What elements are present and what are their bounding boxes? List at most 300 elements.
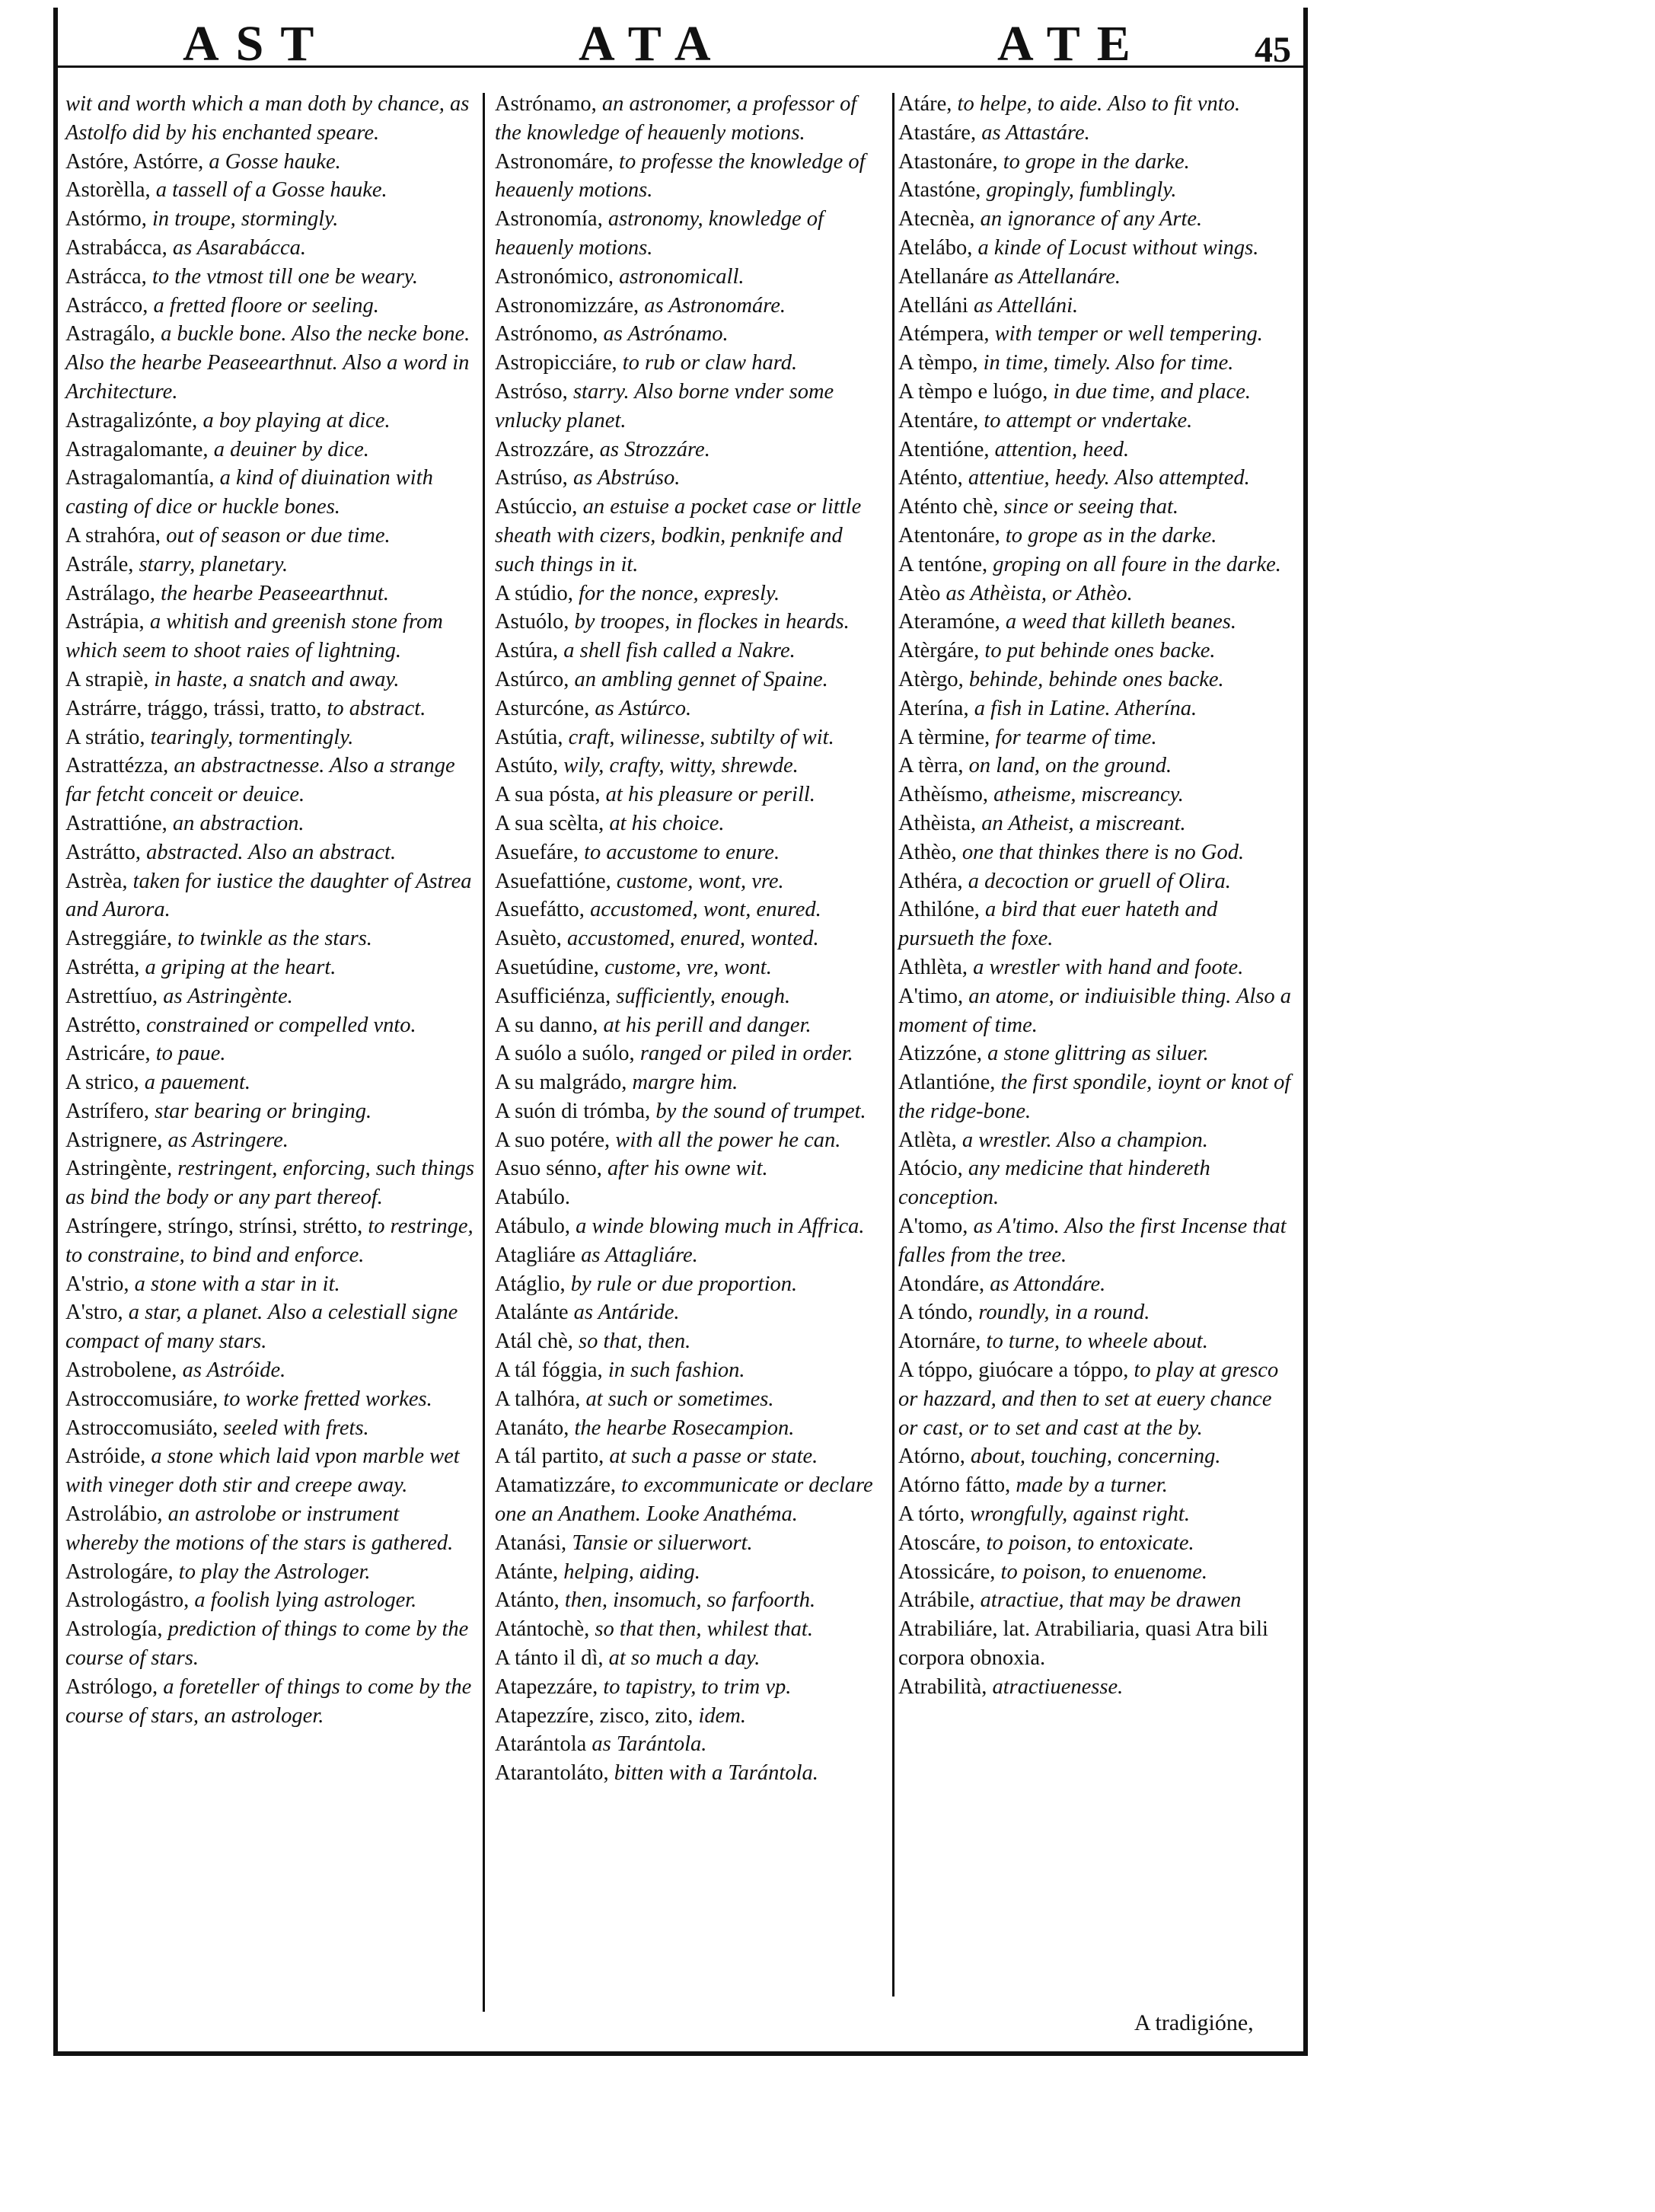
headword: A tánto il dì, (495, 1646, 604, 1671)
definition: to turne, to wheele about. (986, 1329, 1208, 1354)
headword: A tèmpo e luógo, (898, 379, 1048, 404)
headword: Astrónamo, (495, 92, 597, 116)
definition: since or seeing that. (1003, 495, 1179, 519)
dictionary-entry (495, 1414, 885, 1443)
dictionary-entry (495, 349, 885, 378)
dictionary-entry (65, 838, 477, 867)
definition: in such fashion. (607, 1358, 745, 1383)
definition: craft, wilinesse, subtilty of wit. (568, 725, 834, 749)
headword: Atecnèa, (898, 207, 975, 231)
headword: A tóppo, giuócare a tóppo, (898, 1358, 1129, 1383)
dictionary-entry (898, 752, 1294, 780)
headword: Atáre, (898, 92, 952, 116)
dictionary-entry (495, 666, 885, 694)
dictionary-entry (898, 1615, 1294, 1673)
definition: ranged or piled in order. (639, 1042, 853, 1066)
column-1 (65, 90, 477, 1730)
definition: to excommunicate or declare one an Anathem. Looke Anathéma. (495, 1473, 873, 1527)
dictionary-entry (495, 809, 885, 838)
dictionary-entry (898, 1270, 1294, 1299)
headword: Astrología, (65, 1617, 163, 1642)
definition: a bird that euer hateth and pursueth the foxe. (898, 898, 1218, 951)
definition: as Astrónamo. (603, 322, 729, 346)
definition: as Astringènte. (163, 984, 293, 1008)
headword: A su danno, (495, 1013, 598, 1037)
headword: A tèmpo, (898, 351, 978, 375)
dictionary-entry (65, 694, 477, 723)
dictionary-entry (495, 1673, 885, 1702)
headword: A strapiè, (65, 667, 149, 691)
definition: a wrestler. Also a champion. (961, 1128, 1208, 1152)
dictionary-entry (898, 637, 1294, 666)
definition: groping on all foure in the darke. (993, 552, 1281, 576)
dictionary-entry (898, 608, 1294, 637)
bottom-border-rule (53, 2051, 1308, 2056)
definition: in due time, and place. (1053, 379, 1252, 404)
definition: to grope in the darke. (1003, 149, 1190, 174)
definition: as Astúrco. (595, 696, 692, 720)
dictionary-entry (65, 292, 477, 321)
headword: A strahóra, (65, 523, 161, 547)
definition: at his perill and danger. (603, 1013, 812, 1037)
headword: Astrácco, (65, 293, 148, 318)
headword: Astúra, (495, 639, 559, 663)
headword: Athèista, (898, 811, 977, 835)
definition: as Astróide. (182, 1358, 286, 1383)
headword: Asuèto, (495, 927, 562, 951)
dictionary-entry (65, 809, 477, 838)
dictionary-entry (898, 1327, 1294, 1356)
headword: Astroccomusiáre, (65, 1387, 218, 1411)
definition: wrongfully, against right. (970, 1502, 1190, 1527)
definition: a star, a planet. Also a celestiall signe compact of many stars. (65, 1301, 458, 1354)
headword: Astrétto, (65, 1013, 141, 1037)
definition: to the vtmost till one be weary. (151, 264, 419, 289)
dictionary-entry (65, 90, 477, 148)
headword: Astropicciáre, (495, 351, 617, 375)
headword: Astrettíuo, (65, 984, 158, 1008)
headword: Astricáre, (65, 1042, 151, 1066)
dictionary-entry (65, 436, 477, 464)
dictionary-entry (898, 1558, 1294, 1587)
dictionary-entry (65, 1586, 477, 1615)
dictionary-entry (495, 1126, 885, 1155)
dictionary-entry (65, 1154, 477, 1212)
definition: a griping at the heart. (145, 955, 336, 979)
headword: Atórno, (898, 1444, 965, 1469)
definition: prediction of things to come by the course of stars. (65, 1617, 469, 1671)
definition: custome, vre, wont. (604, 955, 772, 979)
headword: Atellanáre (898, 264, 989, 289)
definition: to grope as in the darke. (1005, 523, 1217, 547)
dictionary-entry (65, 579, 477, 608)
dictionary-entry (495, 1356, 885, 1385)
definition: a deuiner by dice. (213, 437, 369, 461)
headword: Asuo sénno, (495, 1157, 602, 1181)
definition: as Athèista, or Athèo. (945, 581, 1133, 605)
definition: behinde, behinde ones backe. (968, 667, 1224, 691)
dictionary-entry (65, 464, 477, 522)
dictionary-entry (65, 1212, 477, 1270)
dictionary-entry (495, 1529, 885, 1558)
definition: so that then, whilest that. (595, 1617, 813, 1642)
headword: Astrúso, (495, 466, 568, 490)
dictionary-entry (898, 407, 1294, 436)
definition: Tansie or siluerwort. (572, 1531, 753, 1555)
dictionary-entry (495, 1241, 885, 1270)
headword: Athéra, (898, 869, 963, 893)
right-border-rule (1303, 8, 1308, 2056)
dictionary-entry (495, 436, 885, 464)
headword: Atentáre, (898, 408, 979, 433)
headword: A suón di trómba, (495, 1099, 651, 1123)
headword: Astrobolene, (65, 1358, 177, 1383)
definition: starry. Also borne vnder some vnlucky planet. (495, 379, 834, 433)
dictionary-entry (65, 1011, 477, 1040)
headword: Athèo, (898, 840, 957, 864)
headword: Astrèa, (65, 869, 128, 893)
headword: Astrónomo, (495, 322, 598, 346)
dictionary-entry (898, 263, 1294, 292)
dictionary-entry (898, 292, 1294, 321)
headword: Atlantióne, (898, 1071, 996, 1095)
dictionary-entry (65, 752, 477, 809)
dictionary-entry (65, 867, 477, 925)
headword: Atelábo, (898, 235, 973, 260)
running-head-center: ATA (579, 16, 728, 72)
headword: Aterína, (898, 696, 969, 720)
dictionary-entry (495, 694, 885, 723)
dictionary-entry (65, 1442, 477, 1500)
definition: star bearing or bringing. (155, 1099, 372, 1123)
dictionary-entry (65, 666, 477, 694)
dictionary-entry (495, 1644, 885, 1673)
running-head-left: AST (183, 16, 331, 72)
headword: A talhóra, (495, 1387, 581, 1411)
headword: Astragálo, (65, 322, 155, 346)
headword: Atentióne, (898, 437, 990, 461)
dictionary-entry (495, 1212, 885, 1241)
definition: with all the power he can. (615, 1128, 841, 1152)
definition: bitten with a Tarántola. (614, 1761, 818, 1786)
definition: the hearbe Peaseearthnut. (161, 581, 390, 605)
definition: to play at gresco or hazzard, and then to set at euery chance or cast, or to set and cast at the by. (898, 1358, 1279, 1440)
dictionary-entry (65, 608, 477, 666)
headword: A tèrmine, (898, 725, 990, 749)
headword: Atanáto, (495, 1416, 569, 1440)
dictionary-entry (898, 205, 1294, 234)
dictionary-entry (65, 551, 477, 579)
headword: Astuólo, (495, 610, 569, 634)
headword: A'stro, (65, 1301, 123, 1325)
definition: as Attondáre. (990, 1272, 1106, 1296)
headword: Astragalomantía, (65, 466, 215, 490)
dictionary-entry (495, 205, 885, 263)
dictionary-entry (495, 982, 885, 1011)
definition: taken for iustice the daughter of Astrea and Aurora. (65, 869, 472, 922)
dictionary-entry (898, 378, 1294, 407)
headword: Astrápia, (65, 610, 145, 634)
dictionary-entry (65, 148, 477, 177)
headword: Astríngere, stríngo, strínsi, strétto, (65, 1215, 363, 1239)
dictionary-entry (495, 292, 885, 321)
definition: after his owne wit. (607, 1157, 768, 1181)
dictionary-entry (898, 895, 1294, 953)
definition: by troopes, in flockes in heards. (574, 610, 850, 634)
definition: a stone which laid vpon marble wet with vineger doth stir and creepe away. (65, 1444, 460, 1498)
headword: Astronomizzáre, (495, 293, 639, 318)
definition: at his choice. (609, 811, 725, 835)
definition: as Attagliáre. (581, 1243, 698, 1267)
definition: a kind of diuination with casting of dice or huckle bones. (65, 466, 433, 519)
headword: Astútia, (495, 725, 563, 749)
definition: an astrolobe or instrument whereby the motions of the stars is gathered. (65, 1502, 454, 1555)
headword: Asuefáre, (495, 840, 579, 864)
dictionary-entry (65, 320, 477, 406)
dictionary-entry (495, 1183, 885, 1212)
definition: to put behinde ones backe. (984, 639, 1216, 663)
definition: to poison, to enuenome. (1000, 1559, 1208, 1584)
headword: Astrozzáre, (495, 437, 595, 461)
dictionary-entry (495, 263, 885, 292)
definition: abstracted. Also an abstract. (146, 840, 397, 864)
dictionary-entry (495, 1730, 885, 1759)
definition: a tassell of a Gosse hauke. (155, 178, 387, 203)
dictionary-entry (65, 522, 477, 551)
headword: Athèísmo, (898, 783, 988, 807)
headword: Astroccomusiáto, (65, 1416, 218, 1440)
definition: a whitish and greenish stone from which seem to shoot raies of lightning. (65, 610, 443, 663)
headword: Atlèta, (898, 1128, 957, 1152)
headword: Astragalomante, (65, 437, 209, 461)
dictionary-entry (495, 953, 885, 982)
dictionary-entry (495, 1327, 885, 1356)
definition: as Abstrúso. (572, 466, 681, 490)
headword: A suo potére, (495, 1128, 611, 1152)
definition: an ignorance of any Arte. (980, 207, 1203, 231)
headword: Atizzóne, (898, 1042, 982, 1066)
running-head-right: ATE (997, 16, 1147, 72)
definition: the first spondile, ioynt or knot of the ridge-bone. (898, 1071, 1291, 1123)
dictionary-entry (898, 551, 1294, 579)
definition: a fish in Latine. Atherína. (974, 696, 1197, 720)
dictionary-entry (65, 176, 477, 205)
dictionary-entry (898, 1126, 1294, 1155)
headword: Atrabilità, (898, 1674, 987, 1699)
headword: Astronómico, (495, 264, 614, 289)
dictionary-entry (495, 493, 885, 579)
definition: to restringe, to constraine, to bind and enforce. (65, 1215, 474, 1267)
definition: to worke fretted workes. (223, 1387, 432, 1411)
definition: an abstraction. (172, 811, 305, 835)
dictionary-entry (898, 90, 1294, 119)
dictionary-entry (898, 1298, 1294, 1327)
definition: custome, wont, vre. (616, 869, 784, 893)
definition: starry, planetary. (139, 552, 289, 576)
definition: an ambling gennet of Spaine. (574, 667, 828, 691)
dictionary-entry (65, 723, 477, 752)
dictionary-entry (65, 924, 477, 953)
dictionary-entry (898, 838, 1294, 867)
definition: to abstract. (327, 696, 426, 720)
headword: Atornáre, (898, 1329, 981, 1354)
headword: Atamatizzáre, (495, 1473, 617, 1498)
dictionary-entry (898, 723, 1294, 752)
headword: Atalánte (495, 1301, 569, 1325)
definition: atractiuenesse. (992, 1674, 1124, 1699)
headword: Atrabiliáre, lat. Atrabiliaria, quasi Atra bili corpora obnoxia. (898, 1617, 1268, 1671)
dictionary-entry (898, 1212, 1294, 1270)
dictionary-entry (65, 982, 477, 1011)
headword: Astrattézza, (65, 754, 169, 778)
definition: to helpe, to aide. Also to fit vnto. (957, 92, 1241, 116)
page-number: 45 (1255, 30, 1291, 70)
dictionary-entry (495, 608, 885, 637)
dictionary-entry (898, 1673, 1294, 1702)
dictionary-entry (898, 349, 1294, 378)
dictionary-entry (495, 1586, 885, 1615)
definition: gropingly, fumblingly. (986, 178, 1177, 203)
dictionary-entry (65, 234, 477, 263)
definition: a stone glittring as siluer. (987, 1042, 1209, 1066)
dictionary-entry (65, 1039, 477, 1068)
definition: a fretted floore or seeling. (153, 293, 379, 318)
headword: Atórno fátto, (898, 1473, 1011, 1498)
headword: Asufficiénza, (495, 984, 611, 1008)
headword: Atèo (898, 581, 941, 605)
definition: an atome, or indiuisible thing. Also a moment of time. (898, 984, 1292, 1037)
definition: as Astringere. (167, 1128, 289, 1152)
headword: Astróide, (65, 1444, 146, 1469)
headword: Astrácca, (65, 264, 147, 289)
definition: on land, on the ground. (968, 754, 1172, 778)
dictionary-entry (495, 1039, 885, 1068)
dictionary-entry (495, 1270, 885, 1299)
definition: astronomicall. (619, 264, 745, 289)
dictionary-entry (65, 1270, 477, 1299)
headword: A sua pósta, (495, 783, 601, 807)
definition: atheisme, miscreancy. (993, 783, 1184, 807)
definition: as Attellanáre. (993, 264, 1121, 289)
definition: an abstractnesse. Also a strange far fetcht conceit or deuice. (65, 754, 455, 807)
headword: Atál chè, (495, 1329, 573, 1354)
definition: an Atheist, a miscreant. (981, 811, 1186, 835)
definition: as Strozzáre. (599, 437, 710, 461)
dictionary-entry (898, 436, 1294, 464)
headword: Asuefátto, (495, 898, 585, 922)
definition: so that, then. (579, 1329, 691, 1354)
dictionary-entry (898, 1471, 1294, 1500)
left-border-rule (53, 8, 58, 2056)
dictionary-entry (65, 1068, 477, 1097)
dictionary-entry (495, 1097, 885, 1126)
headword: Astrattióne, (65, 811, 167, 835)
definition: a foolish lying astrologer. (194, 1588, 417, 1613)
headword: A tál partito, (495, 1444, 604, 1469)
definition: a foreteller of things to come by the course of stars, an astrologer. (65, 1674, 472, 1728)
definition: a winde blowing much in Affrica. (576, 1215, 865, 1239)
dictionary-entry (898, 780, 1294, 809)
dictionary-entry (495, 723, 885, 752)
definition: wit and worth which a man doth by chance, as Astolfo did by his enchanted speare. (65, 92, 470, 145)
dictionary-entry (65, 1673, 477, 1731)
definition: one that thinkes there is no God. (961, 840, 1245, 864)
dictionary-entry (898, 1154, 1294, 1212)
headword: Atastóne, (898, 178, 981, 203)
headword: A stúdio, (495, 581, 573, 605)
headword: Astringènte, (65, 1157, 173, 1181)
definition: for the nonce, expresly. (579, 581, 780, 605)
headword: Astúrco, (495, 667, 569, 691)
headword: Athilóne, (898, 898, 980, 922)
dictionary-entry (495, 1011, 885, 1040)
dictionary-entry (495, 1759, 885, 1788)
dictionary-entry (898, 320, 1294, 349)
dictionary-entry (898, 694, 1294, 723)
headword: Atarantoláto, (495, 1761, 609, 1786)
headword: A'tomo, (898, 1215, 968, 1239)
dictionary-entry (495, 838, 885, 867)
dictionary-entry (495, 1154, 885, 1183)
dictionary-entry (495, 1702, 885, 1731)
definition: as Astronomáre. (644, 293, 786, 318)
headword: Atapezzíre, zisco, zito, (495, 1703, 694, 1728)
headword: A su malgrádo, (495, 1071, 627, 1095)
definition: a boy playing at dice. (202, 408, 391, 433)
headword: A tórto, (898, 1502, 965, 1527)
dictionary-entry (65, 1356, 477, 1385)
definition: a weed that killeth beanes. (1005, 610, 1236, 634)
dictionary-entry (495, 378, 885, 436)
definition: as Antáride. (573, 1301, 680, 1325)
definition: accustomed, wont, enured. (590, 898, 821, 922)
headword: Astróso, (495, 379, 568, 404)
dictionary-entry (65, 1126, 477, 1155)
definition: to accustome to enure. (584, 840, 780, 864)
column-3 (898, 90, 1294, 1702)
headword: Astúccio, (495, 495, 578, 519)
dictionary-entry (495, 780, 885, 809)
definition: at such or sometimes. (585, 1387, 774, 1411)
dictionary-entry (898, 1442, 1294, 1471)
dictionary-entry (898, 522, 1294, 551)
headword: A'timo, (898, 984, 964, 1008)
headword: Astrátto, (65, 840, 141, 864)
headword: A strátio, (65, 725, 145, 749)
dictionary-entry (898, 867, 1294, 896)
dictionary-entry (65, 1298, 477, 1356)
definition: a kinde of Locust without wings. (977, 235, 1259, 260)
dictionary-entry (495, 1471, 885, 1529)
definition: an astronomer, a professor of the knowledge of heauenly motions. (495, 92, 857, 145)
headword: Astreggiáre, (65, 927, 173, 951)
headword: Ateramóne, (898, 610, 1000, 634)
dictionary-entry (898, 176, 1294, 205)
definition: as Attastáre. (981, 120, 1090, 145)
dictionary-entry (495, 867, 885, 896)
headword: Astórmo, (65, 207, 147, 231)
definition: at such a passe or state. (609, 1444, 818, 1469)
headword: Astrologáre, (65, 1559, 174, 1584)
dictionary-entry (495, 1615, 885, 1644)
headword: Atócio, (898, 1157, 963, 1181)
definition: as A'timo. Also the first Incense that falles from the tree. (898, 1215, 1287, 1267)
headword: Astrolábio, (65, 1502, 163, 1527)
definition: a stone with a star in it. (134, 1272, 340, 1296)
headword: Astrále, (65, 552, 134, 576)
definition: to attempt or vndertake. (984, 408, 1193, 433)
headword: A suólo a suólo, (495, 1042, 635, 1066)
